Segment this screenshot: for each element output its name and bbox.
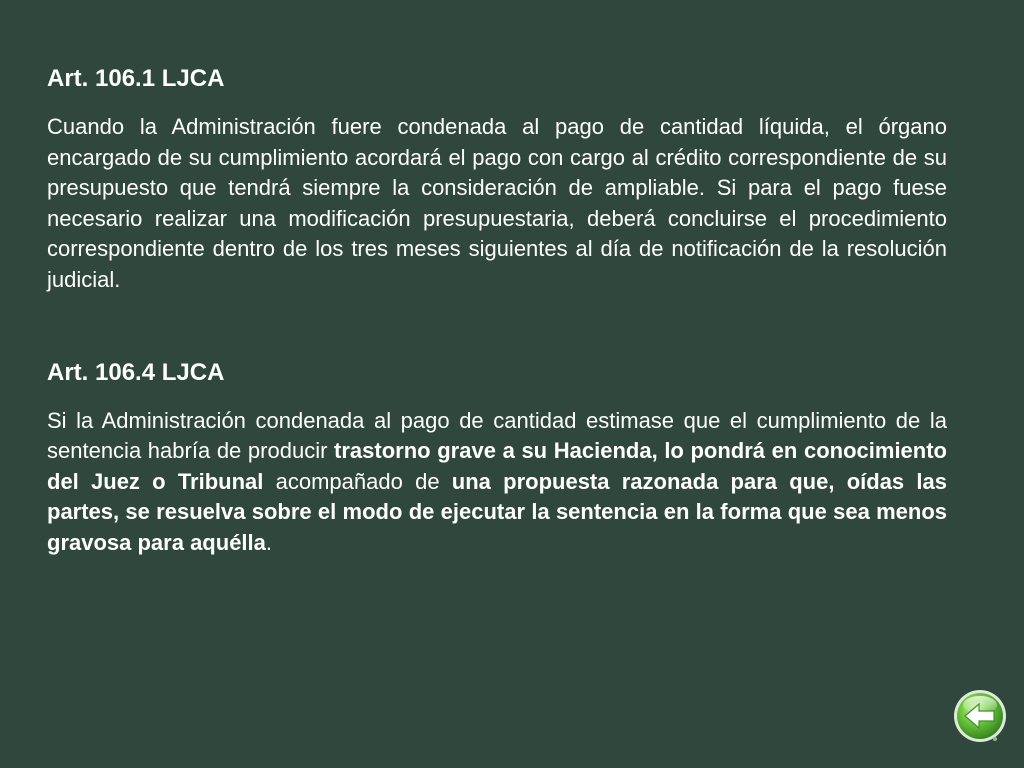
article-106-4-bold-part2: una propuesta razonada para que, oídas las partes, se resuelva sobre el modo de ejecutar la sentencia en la forma que sea menos gravosa para aquélla: [47, 468, 947, 555]
article-106-4-bold-part1: trastorno grave a su Hacienda, lo pondrá en conocimiento del Juez o Tribunal: [47, 438, 947, 494]
back-arrow-icon: [952, 688, 1008, 744]
corner-dot: [993, 737, 997, 741]
back-button[interactable]: [952, 688, 1008, 744]
article-106-1-heading: Art. 106.1 LJCA: [47, 65, 225, 92]
article-106-4-section: [47, 356, 947, 559]
article-106-1-text: Cuando la Administración fuere condenada al pago de cantidad líquida, el órgano encargado de su cumplimiento acordará el pago con cargo al crédito correspondiente de su presupuesto que tendrá siempre la consideración de ampliable. Si para el pago fuese necesario realizar una modificación presupuestaria, deberá concluirse el procedimiento correspondiente dentro de los tres meses siguientes al día de notificación de la resolución judicial.: [47, 114, 947, 292]
article-106-4-text-part3: .: [265, 529, 273, 555]
article-106-4-text: [47, 406, 947, 559]
article-106-4-heading: Art. 106.4 LJCA: [47, 358, 225, 386]
article-106-4-text-part1: Si la Administración condenada al pago de cantidad estimase que el cumplimiento de la sentencia habría de producir: [47, 407, 947, 464]
article-106-1-section: [47, 62, 947, 296]
article-106-4-text-part2: acompañado de: [263, 468, 452, 494]
slide-content: [47, 62, 947, 559]
